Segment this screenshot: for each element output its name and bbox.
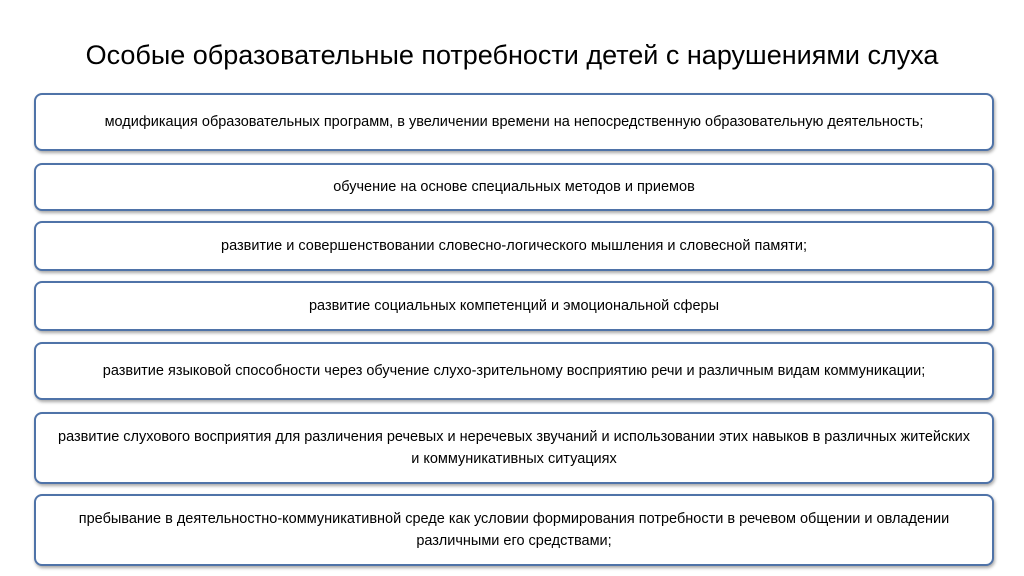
slide-title: Особые образовательные потребности детей с нарушениями слуха <box>85 40 939 70</box>
need-box-4: развитие социальных компетенций и эмоциональной сферы <box>34 281 994 331</box>
need-box-3: развитие и совершенствовании словесно-логического мышления и словесной памяти; <box>34 221 994 271</box>
need-box-5: развитие языковой способности через обучение слухо-зрительному восприятию речи и различным видам коммуникации; <box>34 342 994 400</box>
need-box-6: развитие слухового восприятия для различения речевых и неречевых звучаний и использовании этих навыков в различных житейских и коммуникативных ситуациях <box>34 412 994 484</box>
need-box-1: модификация образовательных программ, в увеличении времени на непосредственную образовательную деятельность; <box>34 93 994 151</box>
need-box-2: обучение на основе специальных методов и приемов <box>34 163 994 211</box>
need-box-7: пребывание в деятельностно-коммуникативной среде как условии формирования потребности в речевом общении и овладении различными его средствами; <box>34 494 994 566</box>
